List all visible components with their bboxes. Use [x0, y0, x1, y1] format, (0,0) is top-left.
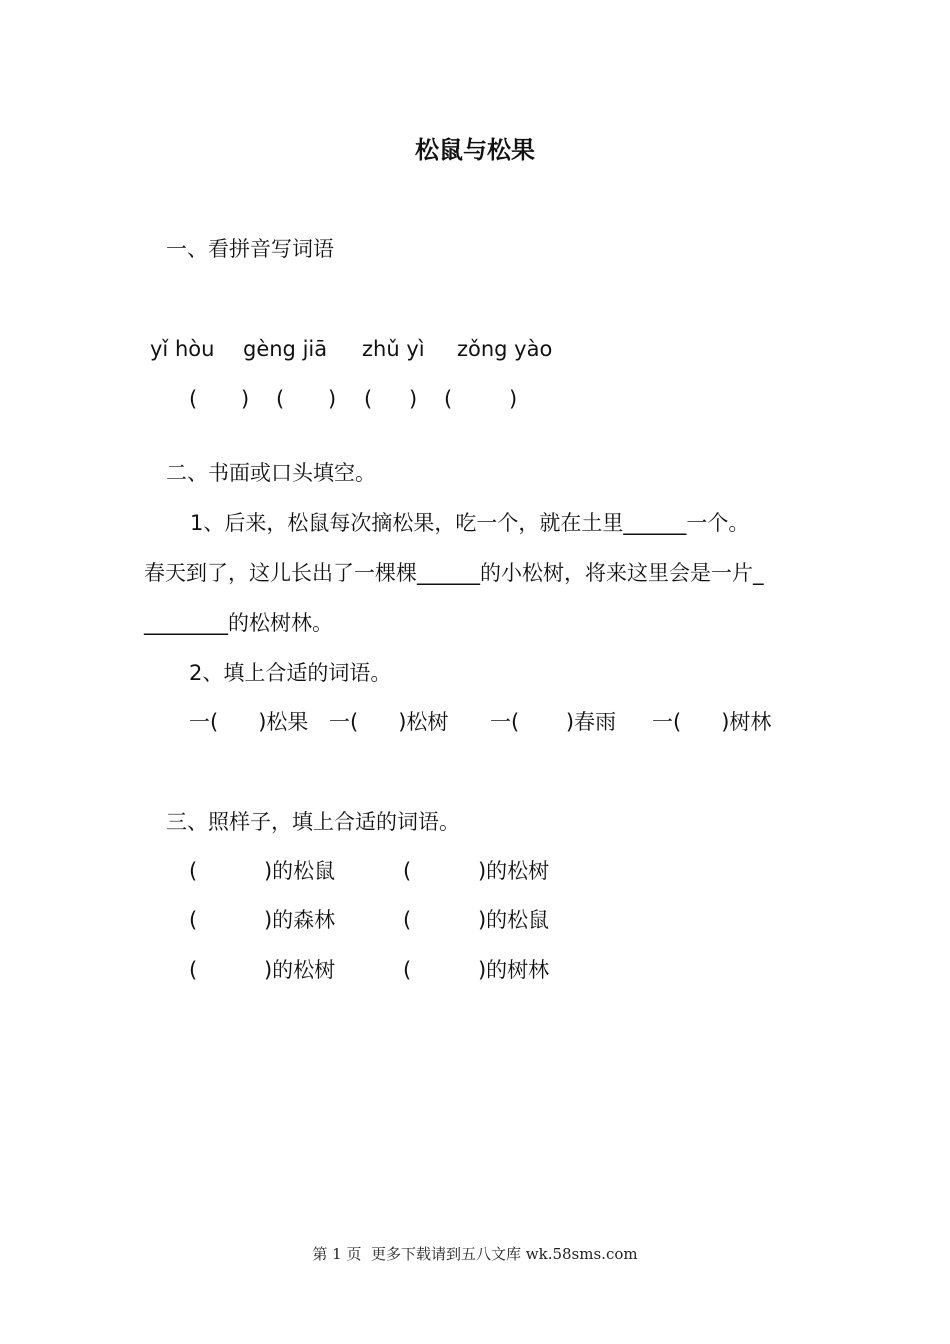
- answer-blank-4-open[interactable]: (: [444, 387, 453, 411]
- q2-label: 2、填上合适的词语。: [189, 661, 392, 685]
- answer-blank-2-open[interactable]: (: [276, 387, 285, 411]
- q1-line3: ________的松树林。: [144, 611, 333, 635]
- q2-item-2[interactable]: 一( )松树: [329, 710, 449, 734]
- pinyin-3: zhǔ yì: [362, 337, 425, 361]
- page-footer: 第 1 页 更多下载请到五八文库 wk.58sms.com: [312, 1245, 638, 1263]
- answer-blank-3-open[interactable]: (: [364, 387, 373, 411]
- pinyin-1: yǐ hòu: [150, 337, 215, 361]
- q1-line1: 1、后来，松鼠每次摘松果，吃一个，就在土里______一个。: [190, 511, 750, 535]
- q2-item-4[interactable]: 一( )树林: [652, 710, 772, 734]
- q2-item-1[interactable]: 一( )松果: [189, 710, 309, 734]
- s3-item-2-1[interactable]: ( )的森林: [189, 908, 336, 932]
- s3-item-3-2[interactable]: ( )的树林: [403, 958, 550, 982]
- answer-blank-4-close: ): [509, 387, 518, 411]
- document-title: 松鼠与松果: [415, 136, 535, 164]
- section1-heading: 一、看拼音写词语: [166, 237, 334, 261]
- q1-line2: 春天到了，这儿长出了一棵棵______的小松树，将来这里会是一片_: [144, 561, 764, 585]
- s3-item-3-1[interactable]: ( )的松树: [189, 958, 336, 982]
- section3-heading: 三、照样子，填上合适的词语。: [166, 810, 460, 834]
- answer-blank-3-close: ): [409, 387, 418, 411]
- answer-blank-1-open[interactable]: (: [189, 387, 198, 411]
- s3-item-1-1[interactable]: ( )的松鼠: [189, 859, 336, 883]
- s3-item-2-2[interactable]: ( )的松鼠: [403, 908, 550, 932]
- s3-item-1-2[interactable]: ( )的松树: [403, 859, 550, 883]
- answer-blank-1-close: ): [241, 387, 250, 411]
- pinyin-2: gèng jiā: [243, 337, 328, 361]
- answer-blank-2-close: ): [328, 387, 337, 411]
- pinyin-4: zǒng yào: [457, 337, 553, 361]
- q2-item-3[interactable]: 一( )春雨: [490, 710, 617, 734]
- section2-heading: 二、书面或口头填空。: [166, 461, 376, 485]
